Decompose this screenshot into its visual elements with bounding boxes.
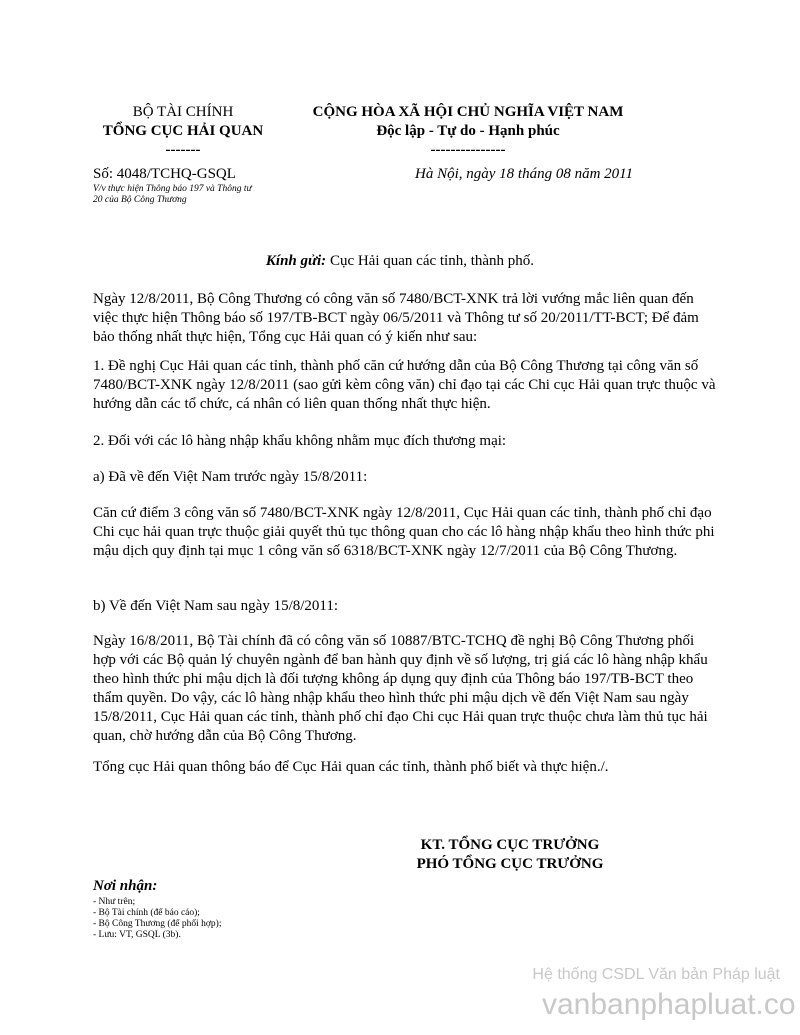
paragraph-6: b) Về đến Việt Nam sau ngày 15/8/2011:	[93, 598, 339, 614]
paragraph-3: 2. Đối với các lô hàng nhập khẩu không nhằm mục đích thương mại:	[93, 433, 507, 449]
signature-title-1: KT. TỔNG CỤC TRƯỞNG	[420, 837, 600, 853]
signature-title-2: PHÓ TỔNG CỤC TRƯỞNG	[416, 856, 604, 872]
recipient-item: - Bộ Tài chính (để báo cáo);	[93, 908, 200, 918]
subject-line-2: 20 của Bộ Công Thương	[93, 195, 187, 205]
left-separator: -------	[165, 142, 201, 158]
place-date: Hà Nội, ngày 18 tháng 08 năm 2011	[415, 166, 634, 182]
document-number: Số: 4048/TCHQ-GSQL	[93, 166, 236, 182]
paragraph-5: Căn cứ điểm 3 công văn số 7480/BCT-XNK ngày 12/8/2011, Cục Hải quan các tỉnh, thành phố chỉ đạo Chi cục hải quan trực thuộc giải quyết thủ tục thông quan cho các lô hàng nhập khẩu theo hình thức phi mậu dịch quy định tại mục 1 công văn số 6318/BCT-XNK ngày 12/7/2011 của Bộ Công Thương.	[93, 505, 715, 559]
recipient-label: Kính gửi:	[265, 253, 327, 269]
recipients-list	[93, 877, 353, 941]
signature-block	[395, 836, 625, 874]
document-subject	[93, 184, 313, 206]
national-title	[283, 103, 653, 160]
watermark-line-1: Hệ thống CSDL Văn bản Pháp luật	[532, 966, 780, 983]
ministry-name: BỘ TÀI CHÍNH	[132, 104, 234, 120]
recipient-text: Cục Hải quan các tỉnh, thành phố.	[326, 253, 535, 269]
paragraph-8: Tổng cục Hải quan thông báo để Cục Hải quan các tỉnh, thành phố biết và thực hiện./.	[93, 759, 609, 775]
department-name: TỔNG CỤC HẢI QUAN	[102, 123, 264, 139]
recipients-title: Nơi nhận:	[93, 878, 158, 894]
issuing-agency	[83, 103, 283, 160]
recipient-item: - Bộ Công Thương (để phối hợp);	[93, 919, 222, 929]
recipient-item: - Như trên;	[93, 897, 136, 907]
paragraph-4: a) Đã về đến Việt Nam trước ngày 15/8/2011:	[93, 469, 368, 485]
paragraph-1: Ngày 12/8/2011, Bộ Công Thương có công văn số 7480/BCT-XNK trả lời vướng mắc liên quan đến việc thực hiện Thông báo số 197/TB-BCT ngày 06/5/2011 và Thông tư số 20/2011/TT-BCT; Để đảm bảo thống nhất thực hiện, Tổng cục Hải quan có ý kiến như sau:	[93, 291, 699, 345]
subject-line-1: V/v thực hiện Thông báo 197 và Thông tư	[93, 184, 252, 194]
recipient-item: - Lưu: VT, GSQL (3b).	[93, 930, 181, 940]
recipient-line	[0, 252, 800, 271]
right-separator: ---------------	[430, 142, 506, 158]
motto: Độc lập - Tự do - Hạnh phúc	[376, 123, 560, 139]
watermark-line-2: vanbanphapluat.co	[542, 988, 796, 1021]
country-name: CỘNG HÒA XÃ HỘI CHỦ NGHĨA VIỆT NAM	[312, 104, 624, 120]
paragraph-7: Ngày 16/8/2011, Bộ Tài chính đã có công văn số 10887/BTC-TCHQ đề nghị Bộ Công Thương phối hợp với các Bộ quản lý chuyên ngành để ban hành quy định về số lượng, trị giá các lô hàng nhập khẩu theo hình thức phi mậu dịch là đối tượng không áp dụng quy định của Thông báo 197/TB-BCT theo thẩm quyền. Do vậy, các lô hàng nhập khẩu theo hình thức phi mậu dịch về đến Việt Nam sau ngày 15/8/2011, Cục Hải quan các tỉnh, thành phố chỉ đạo Chi cục Hải quan trực thuộc chưa làm thủ tục hải quan, chờ hướng dẫn của Bộ Công Thương.	[93, 633, 708, 744]
paragraph-2: 1. Đề nghị Cục Hải quan các tỉnh, thành phố căn cứ hướng dẫn của Bộ Công Thương tại công văn số 7480/BCT-XNK ngày 12/8/2011 (sao gửi kèm công văn) chỉ đạo tại các Chi cục Hải quan trực thuộc và hướng dẫn các tổ chức, cá nhân có liên quan thống nhất thực hiện.	[93, 358, 716, 412]
